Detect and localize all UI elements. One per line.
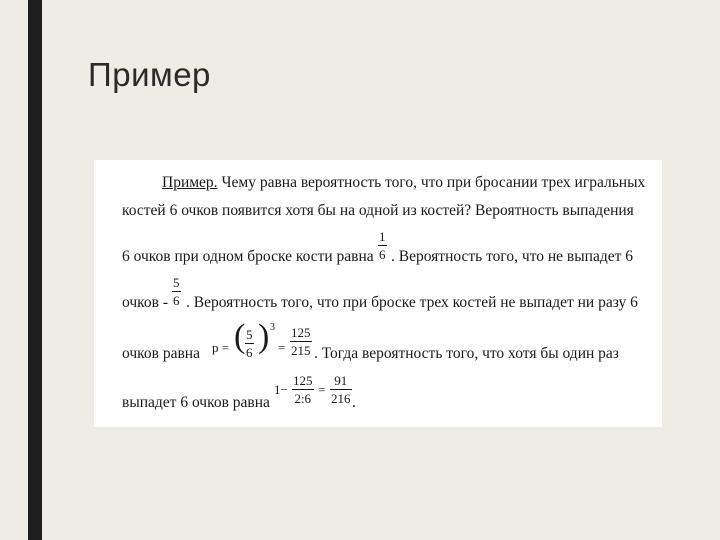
left-accent-bar xyxy=(28,0,42,540)
example-label: Пример. xyxy=(162,174,218,191)
fraction-numerator: 1 xyxy=(379,229,386,244)
fraction-one-sixth xyxy=(378,230,387,261)
fraction-five-sixths-inner xyxy=(245,328,254,359)
slide-title: Пример xyxy=(88,56,211,93)
line-6-text-b: . xyxy=(352,394,356,411)
fraction-denominator: 6 xyxy=(173,293,180,308)
fraction-bar xyxy=(172,291,181,292)
probability-p-label: p = xyxy=(212,340,230,355)
power-expression xyxy=(234,318,275,364)
fraction-numerator: 5 xyxy=(246,327,253,342)
fraction-numerator: 5 xyxy=(173,275,180,290)
fraction-numerator: 91 xyxy=(334,373,348,388)
fraction-denominator: 2:6 xyxy=(294,391,312,406)
fraction-numerator: 125 xyxy=(293,373,313,388)
fraction-denominator: 6 xyxy=(379,247,386,262)
line-5-text-a: очков равна xyxy=(122,345,200,362)
fraction-bar xyxy=(330,389,352,390)
line-1-text: Чему равна вероятность того, что при бросании трех игральных xyxy=(217,174,646,191)
fraction-denominator: 215 xyxy=(291,343,311,358)
example-text-image xyxy=(94,160,662,427)
right-paren: ) xyxy=(258,318,270,355)
line-4-text-a: очков - xyxy=(122,294,168,311)
text-line-1 xyxy=(162,174,645,192)
fraction-denominator: 216 xyxy=(331,391,351,406)
fraction-denominator: 6 xyxy=(246,345,253,360)
equals-sign: = xyxy=(278,340,286,355)
left-paren: ( xyxy=(234,318,246,355)
fraction-bar xyxy=(292,389,314,390)
text-line-2: костей 6 очков появится хотя бы на одной из костей? Вероятность выпадения xyxy=(122,202,634,219)
fraction-bar xyxy=(245,343,254,344)
fraction-bar xyxy=(378,245,387,246)
fraction-bar xyxy=(290,341,312,342)
fraction-numerator: 125 xyxy=(291,325,311,340)
line-3-text-a: 6 очков при одном броске кости равна xyxy=(122,248,374,265)
line-5-text-b: . Тогда вероятность того, что хотя бы один раз xyxy=(314,345,619,362)
line-4-text-b: . Вероятность того, что при броске трех костей не выпадет ни разу 6 xyxy=(186,294,638,311)
equals-sign-2: = xyxy=(318,382,326,397)
fraction-91-over-216 xyxy=(330,374,352,405)
fraction-five-sixths xyxy=(172,276,181,307)
line-6-text-a: выпадет 6 очков равна xyxy=(122,394,270,411)
fraction-125-over-216 xyxy=(292,374,314,405)
one-minus: 1− xyxy=(274,382,288,397)
line-3-text-b: . Вероятность того, что не выпадет 6 xyxy=(391,248,634,265)
fraction-125-over-215 xyxy=(290,326,312,357)
exponent: 3 xyxy=(270,322,275,333)
